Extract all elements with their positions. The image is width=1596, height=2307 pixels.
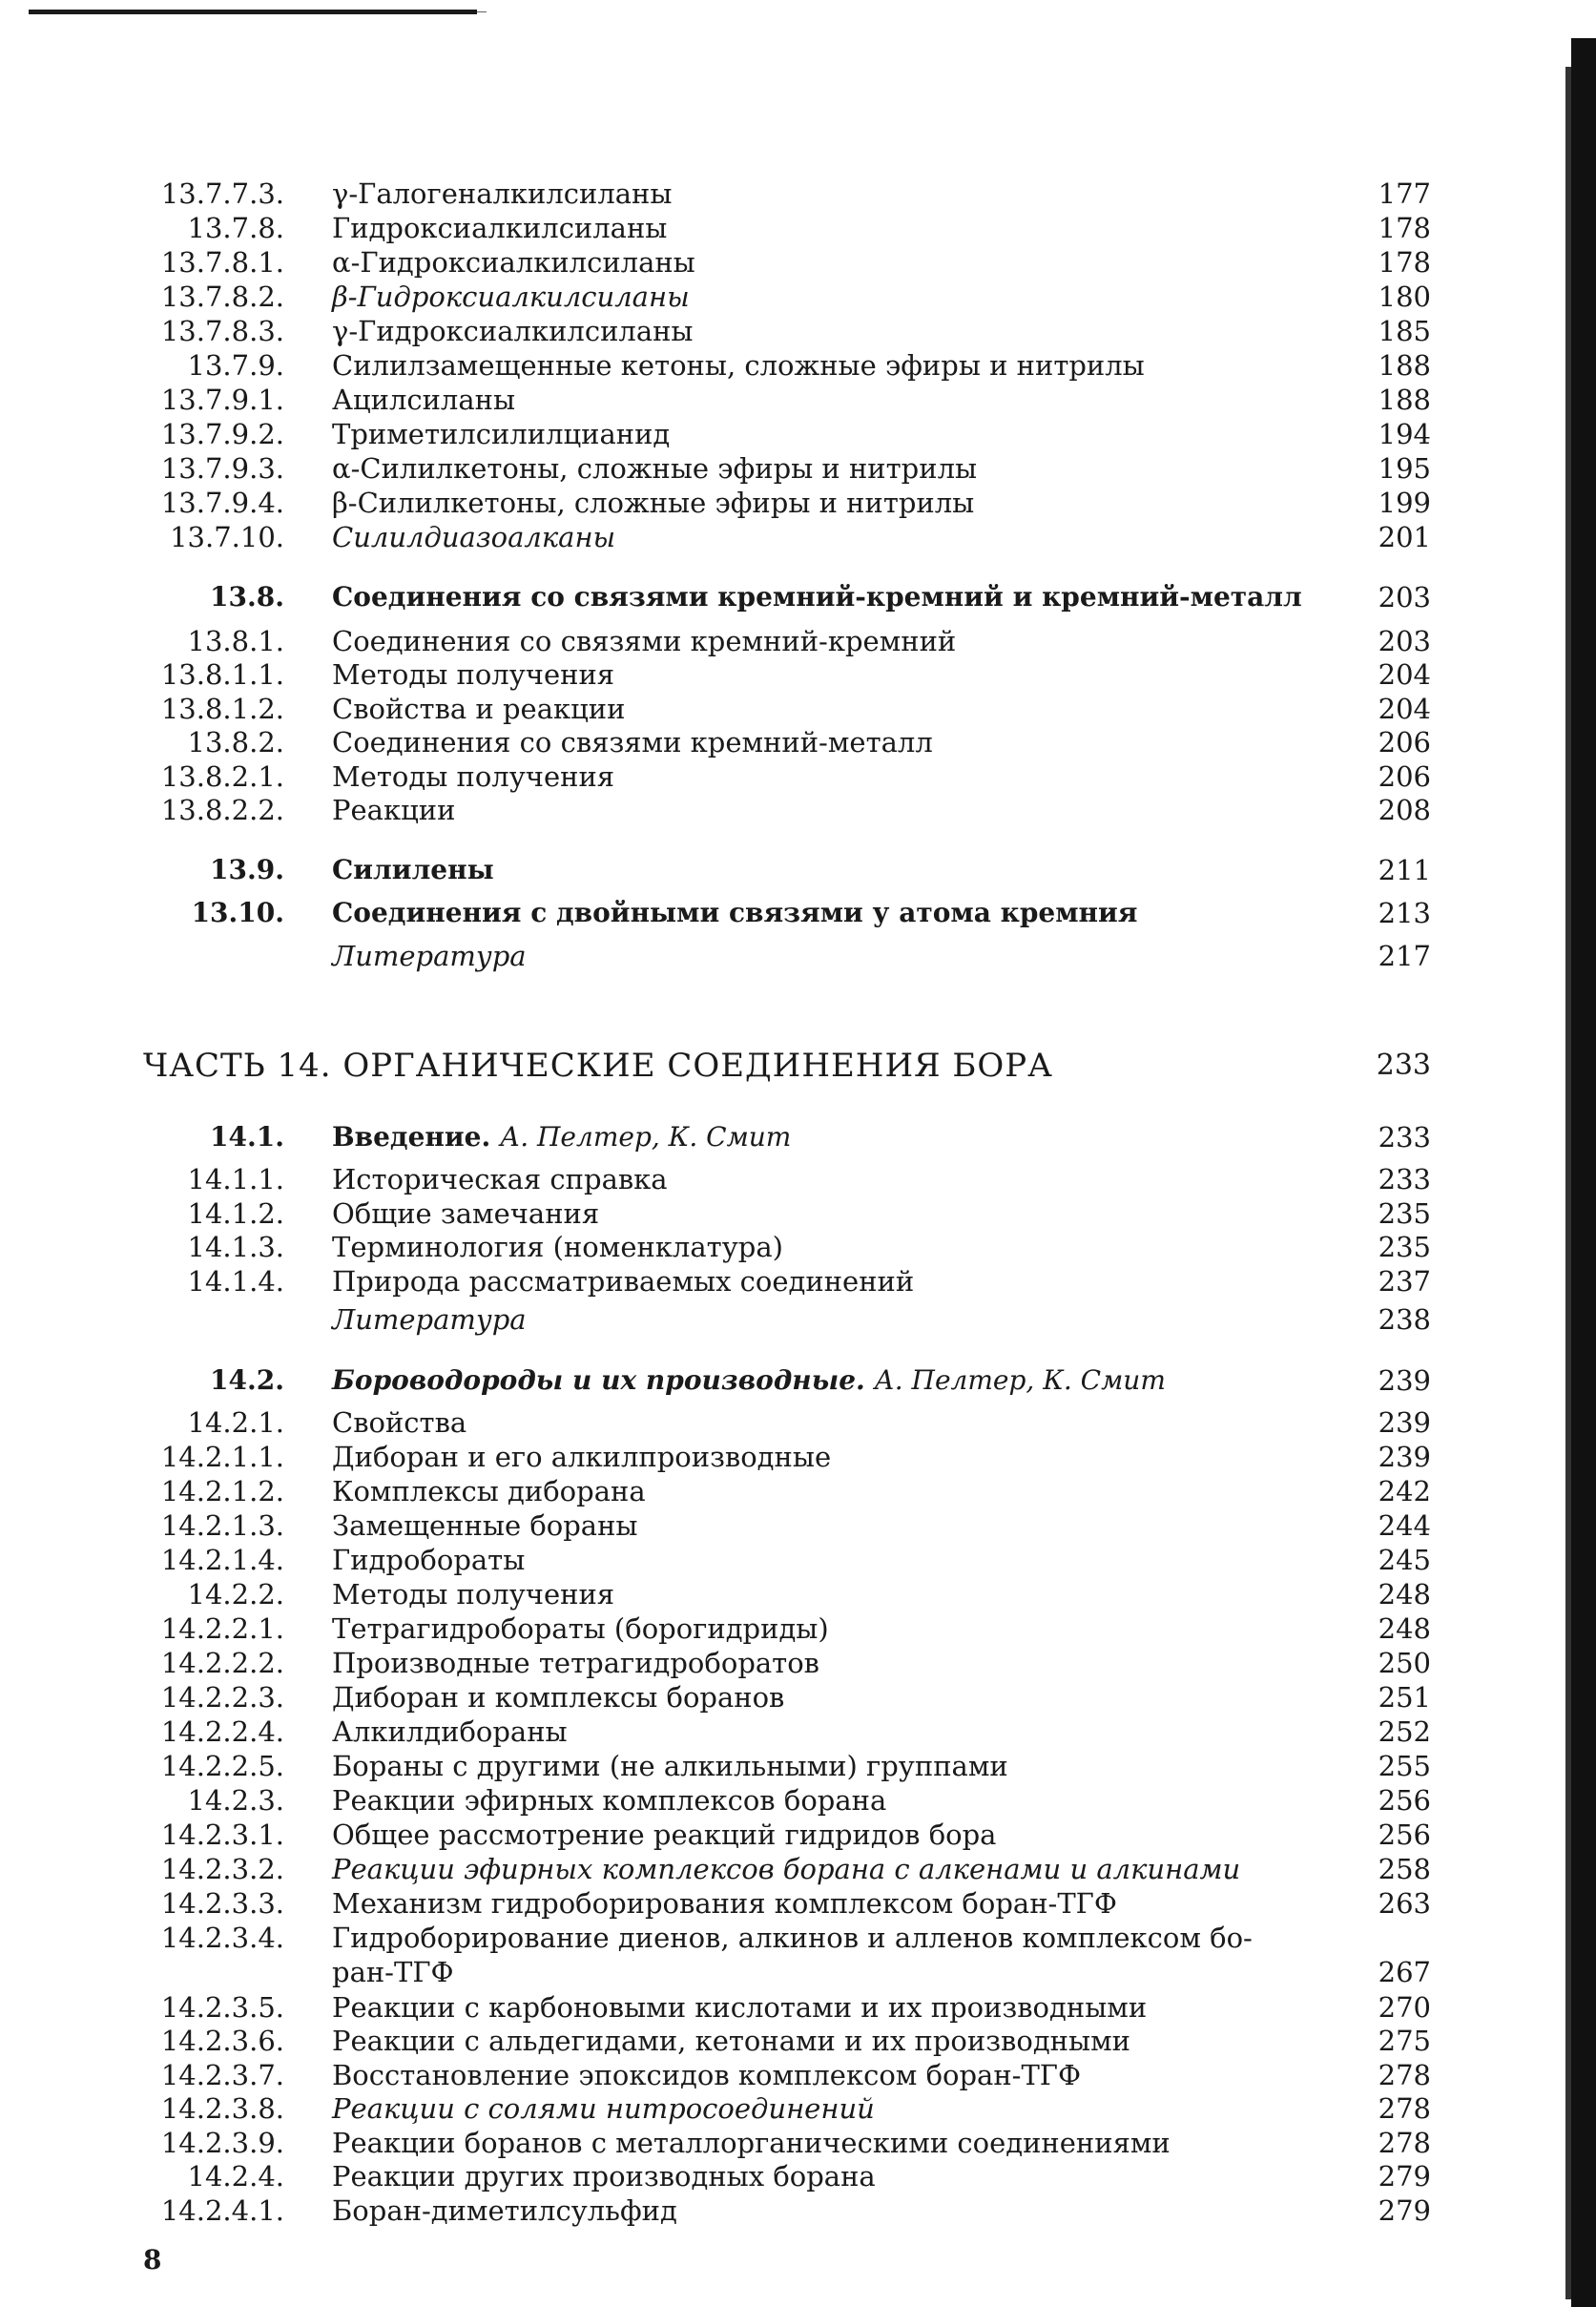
page-number: 8 — [143, 2244, 162, 2276]
entry-title: Силилены — [332, 854, 494, 885]
entry-title: Производные тетрагидроборатов — [332, 1647, 819, 1679]
entry-page: 251 — [1378, 1681, 1431, 1714]
entry-title: Диборан и его алкилпроизводные — [332, 1441, 832, 1473]
entry-number: 14.2.3.3. — [160, 1887, 284, 1920]
entry-page: 255 — [1378, 1750, 1431, 1782]
toc-section-heading — [0, 1121, 1596, 1154]
entry-title: Боран-диметилсульфид — [332, 2194, 677, 2227]
entry-number: 13.10. — [191, 897, 284, 928]
toc-entry — [0, 2160, 1596, 2193]
entry-page: 201 — [1378, 521, 1431, 553]
entry-page: 279 — [1378, 2160, 1431, 2193]
entry-title: β-Гидроксиалкилсиланы — [332, 281, 690, 313]
entry-title: Силилдиазоалканы — [332, 521, 616, 553]
entry-number: 13.7.7.3. — [160, 177, 284, 210]
toc-entry — [0, 384, 1596, 416]
entry-page: 217 — [1378, 940, 1431, 972]
entry-page: 213 — [1378, 897, 1431, 929]
entry-page: 278 — [1378, 2059, 1431, 2091]
entry-page: 177 — [1378, 177, 1431, 210]
entry-title: Ацилсиланы — [332, 384, 516, 416]
toc-entry — [0, 1441, 1596, 1473]
entry-title: Комплексы диборана — [332, 1475, 646, 1507]
entry-page: 237 — [1378, 1265, 1431, 1298]
entry-page: 238 — [1378, 1303, 1431, 1336]
toc-section-heading — [0, 897, 1596, 929]
entry-title: Общие замечания — [332, 1197, 600, 1230]
entry-title: Реакции с солями нитросоединений — [332, 2092, 875, 2125]
entry-page: 245 — [1378, 1544, 1431, 1576]
entry-number: 13.7.10. — [170, 521, 284, 553]
toc-entry — [0, 625, 1596, 657]
entry-page: 258 — [1378, 1853, 1431, 1885]
entry-page: 206 — [1378, 726, 1431, 759]
entry-number: 13.7.8.3. — [160, 315, 284, 347]
section-title: Введение. — [332, 1121, 491, 1153]
part-heading — [0, 1047, 1596, 1088]
entry-title: γ-Галогеналкилсиланы — [332, 177, 673, 210]
entry-number: 13.7.8.2. — [160, 281, 284, 313]
entry-title: Соединения со связями кремний-кремний — [332, 625, 957, 657]
entry-number: 14.2.2.3. — [160, 1681, 284, 1714]
toc-entry — [0, 246, 1596, 279]
entry-title: α-Гидроксиалкилсиланы — [332, 246, 695, 279]
entry-page: 244 — [1378, 1509, 1431, 1542]
entry-title: Силилзамещенные кетоны, сложные эфиры и нитрилы — [332, 349, 1145, 382]
entry-page: 279 — [1378, 2194, 1431, 2227]
entry-number: 14.1.1. — [187, 1163, 284, 1195]
entry-page: 248 — [1378, 1612, 1431, 1645]
entry-number: 14.2.1.1. — [160, 1441, 284, 1473]
entry-title: Литература — [332, 940, 527, 972]
entry-title: Реакции других производных борана — [332, 2160, 876, 2193]
entry-number: 14.2.2.5. — [160, 1750, 284, 1782]
entry-number: 14.2.3.6. — [160, 2025, 284, 2057]
entry-number: 14.2.2.4. — [160, 1715, 284, 1748]
entry-title: Восстановление эпоксидов комплексом боран-ТГФ — [332, 2059, 1082, 2091]
entry-page: 252 — [1378, 1715, 1431, 1748]
toc-entry — [0, 658, 1596, 691]
entry-title: Бораны с другими (не алкильными) группами — [332, 1750, 1008, 1782]
toc-section-heading — [0, 854, 1596, 886]
toc-entry — [0, 1784, 1596, 1817]
entry-page: 233 — [1378, 1163, 1431, 1195]
entry-number: 14.2.3.9. — [160, 2127, 284, 2159]
toc-entry — [0, 1231, 1596, 1263]
entry-title: Реакции боранов с металлорганическими соединениями — [332, 2127, 1171, 2159]
entry-page: 278 — [1378, 2127, 1431, 2159]
entry-number: 14.2.2. — [187, 1578, 284, 1611]
entry-number: 14.2.3.8. — [160, 2092, 284, 2125]
entry-page: 239 — [1378, 1406, 1431, 1439]
entry-title-continuation: ран-ТГФ — [332, 1956, 454, 1988]
entry-title: Историческая справка — [332, 1163, 668, 1195]
entry-number: 13.7.9.3. — [160, 452, 284, 485]
entry-title: β-Силилкетоны, сложные эфиры и нитрилы — [332, 487, 975, 519]
entry-title: Гидроборирование диенов, алкинов и алленов комплексом бо- — [332, 1922, 1253, 1954]
section-authors: А. Пелтер, К. Смит — [874, 1364, 1166, 1396]
toc-entry — [0, 1475, 1596, 1507]
toc-entry — [0, 1612, 1596, 1645]
entry-title: Методы получения — [332, 658, 615, 691]
entry-number: 13.7.9.1. — [160, 384, 284, 416]
entry-title: Соединения с двойными связями у атома кремния — [332, 897, 1138, 928]
toc-entry — [0, 1819, 1596, 1851]
toc-entry — [0, 1647, 1596, 1679]
toc-entry — [0, 315, 1596, 347]
entry-title — [332, 1121, 791, 1154]
entry-title: Свойства и реакции — [332, 693, 626, 725]
entry-page: 199 — [1378, 487, 1431, 519]
toc-entry — [0, 1922, 1596, 1988]
entry-page: 188 — [1378, 349, 1431, 382]
entry-page: 203 — [1378, 581, 1431, 613]
toc-entry — [0, 1715, 1596, 1748]
entry-number: 14.1. — [210, 1121, 284, 1153]
entry-page: 204 — [1378, 658, 1431, 691]
toc-entry — [0, 2025, 1596, 2057]
entry-number: 13.8.2.1. — [160, 760, 284, 793]
toc-entry — [0, 726, 1596, 759]
toc-entry — [0, 1991, 1596, 2024]
entry-page: 235 — [1378, 1197, 1431, 1230]
entry-page: 208 — [1378, 794, 1431, 826]
entry-title: Тетрагидробораты (борогидриды) — [332, 1612, 829, 1645]
entry-page: 195 — [1378, 452, 1431, 485]
entry-title: γ-Гидроксиалкилсиланы — [332, 315, 694, 347]
entry-page: 188 — [1378, 384, 1431, 416]
entry-page: 235 — [1378, 1231, 1431, 1263]
entry-title: Диборан и комплексы боранов — [332, 1681, 785, 1714]
entry-number: 13.7.9. — [187, 349, 284, 382]
toc-entry — [0, 1750, 1596, 1782]
toc-entry — [0, 1163, 1596, 1195]
entry-number: 13.7.9.2. — [160, 418, 284, 450]
toc-section-heading — [0, 581, 1596, 613]
entry-page: 185 — [1378, 315, 1431, 347]
entry-page: 267 — [1378, 1956, 1431, 1988]
toc-entry — [0, 1853, 1596, 1885]
entry-page: 256 — [1378, 1819, 1431, 1851]
entry-page: 275 — [1378, 2025, 1431, 2057]
entry-number: 14.1.3. — [187, 1231, 284, 1263]
toc-entry — [0, 2194, 1596, 2227]
entry-number: 13.8.1.2. — [160, 693, 284, 725]
entry-title: Природа рассматриваемых соединений — [332, 1265, 915, 1298]
entry-number: 14.2.1.4. — [160, 1544, 284, 1576]
entry-title: Реакции — [332, 794, 456, 826]
entry-page: 204 — [1378, 693, 1431, 725]
entry-title: Соединения со связями кремний-металл — [332, 726, 933, 759]
entry-page: 256 — [1378, 1784, 1431, 1817]
entry-title: Терминология (номенклатура) — [332, 1231, 783, 1263]
entry-number: 13.7.8. — [187, 212, 284, 244]
entry-title: Реакции эфирных комплексов борана с алкенами и алкинами — [332, 1853, 1241, 1885]
entry-number: 14.2.3. — [187, 1784, 284, 1817]
entry-page: 233 — [1376, 1049, 1431, 1082]
entry-page: 178 — [1378, 246, 1431, 279]
toc-entry — [0, 1509, 1596, 1542]
entry-number: 13.8.1.1. — [160, 658, 284, 691]
toc-section-heading — [0, 1364, 1596, 1397]
entry-number: 14.2.1.2. — [160, 1475, 284, 1507]
section-authors: А. Пелтер, К. Смит — [500, 1121, 792, 1153]
toc-entry — [0, 418, 1596, 450]
entry-page: 211 — [1378, 854, 1431, 886]
toc-entry — [0, 452, 1596, 485]
toc-entry — [0, 2127, 1596, 2159]
entry-number: 13.9. — [210, 854, 284, 885]
entry-number: 14.2.4.1. — [160, 2194, 284, 2227]
entry-number: 14.2.3.1. — [160, 1819, 284, 1851]
toc-entry — [0, 760, 1596, 793]
entry-number: 13.8. — [210, 581, 284, 613]
toc-entry — [0, 487, 1596, 519]
entry-page: 278 — [1378, 2092, 1431, 2125]
entry-number: 14.2.3.5. — [160, 1991, 284, 2024]
entry-title: Механизм гидроборирования комплексом боран-ТГФ — [332, 1887, 1117, 1920]
entry-number: 14.2.3.4. — [160, 1922, 284, 1954]
entry-title: Гидроксиалкилсиланы — [332, 212, 668, 244]
toc-entry — [0, 1578, 1596, 1611]
toc-entry — [0, 521, 1596, 553]
entry-page: 239 — [1378, 1441, 1431, 1473]
entry-number: 14.2.2.2. — [160, 1647, 284, 1679]
entry-title: α-Силилкетоны, сложные эфиры и нитрилы — [332, 452, 978, 485]
toc-references — [0, 940, 1596, 972]
entry-page: 180 — [1378, 281, 1431, 313]
entry-title: Свойства — [332, 1406, 467, 1439]
entry-page: 263 — [1378, 1887, 1431, 1920]
entry-number: 13.7.9.4. — [160, 487, 284, 519]
toc-entry — [0, 1197, 1596, 1230]
entry-page: 242 — [1378, 1475, 1431, 1507]
entry-title: Замещенные бораны — [332, 1509, 638, 1542]
toc-entry — [0, 1887, 1596, 1920]
entry-number: 14.1.2. — [187, 1197, 284, 1230]
entry-number: 14.1.4. — [187, 1265, 284, 1298]
entry-number: 13.7.8.1. — [160, 246, 284, 279]
toc-entry — [0, 2092, 1596, 2125]
toc-entry — [0, 1265, 1596, 1298]
entry-number: 13.8.2. — [187, 726, 284, 759]
toc-entry — [0, 794, 1596, 826]
entry-page: 233 — [1378, 1121, 1431, 1154]
part-title: ЧАСТЬ 14. ОРГАНИЧЕСКИЕ СОЕДИНЕНИЯ БОРА — [143, 1047, 1053, 1085]
section-title: Бороводороды и их производные. — [332, 1364, 865, 1396]
entry-title: Методы получения — [332, 1578, 615, 1611]
toc-entry — [0, 693, 1596, 725]
entry-page: 206 — [1378, 760, 1431, 793]
entry-title: Реакции эфирных комплексов борана — [332, 1784, 887, 1817]
toc-entry — [0, 2059, 1596, 2091]
entry-title: Соединения со связями кремний-кремний и кремний-металл — [332, 581, 1302, 613]
entry-title: Гидробораты — [332, 1544, 526, 1576]
entry-page: 178 — [1378, 212, 1431, 244]
toc-entry — [0, 1406, 1596, 1439]
entry-number: 14.2.2.1. — [160, 1612, 284, 1645]
entry-title: Алкилдибораны — [332, 1715, 568, 1748]
entry-number: 14.2.4. — [187, 2160, 284, 2193]
toc-entry — [0, 177, 1596, 210]
entry-title: Реакции с альдегидами, кетонами и их производными — [332, 2025, 1130, 2057]
entry-number: 14.2.1.3. — [160, 1509, 284, 1542]
entry-page: 239 — [1378, 1364, 1431, 1397]
toc-entry — [0, 281, 1596, 313]
toc-entry — [0, 1681, 1596, 1714]
entry-page: 194 — [1378, 418, 1431, 450]
entry-number: 14.2.1. — [187, 1406, 284, 1439]
entry-title: Общее рассмотрение реакций гидридов бора — [332, 1819, 997, 1851]
entry-number: 14.2.3.7. — [160, 2059, 284, 2091]
toc-entry — [0, 212, 1596, 244]
entry-title: Литература — [332, 1303, 527, 1336]
entry-number: 14.2.3.2. — [160, 1853, 284, 1885]
entry-title: Триметилсилилцианид — [332, 418, 671, 450]
entry-title: Методы получения — [332, 760, 615, 793]
entry-number: 13.8.2.2. — [160, 794, 284, 826]
entry-page: 203 — [1378, 625, 1431, 657]
entry-number: 14.2. — [210, 1364, 284, 1396]
entry-page: 250 — [1378, 1647, 1431, 1679]
entry-page: 248 — [1378, 1578, 1431, 1611]
entry-title: Реакции с карбоновыми кислотами и их производными — [332, 1991, 1148, 2024]
toc-entry — [0, 349, 1596, 382]
toc-references — [0, 1303, 1596, 1336]
entry-title — [332, 1364, 1166, 1397]
entry-number: 13.8.1. — [187, 625, 284, 657]
entry-page: 270 — [1378, 1991, 1431, 2024]
toc-entry — [0, 1544, 1596, 1576]
